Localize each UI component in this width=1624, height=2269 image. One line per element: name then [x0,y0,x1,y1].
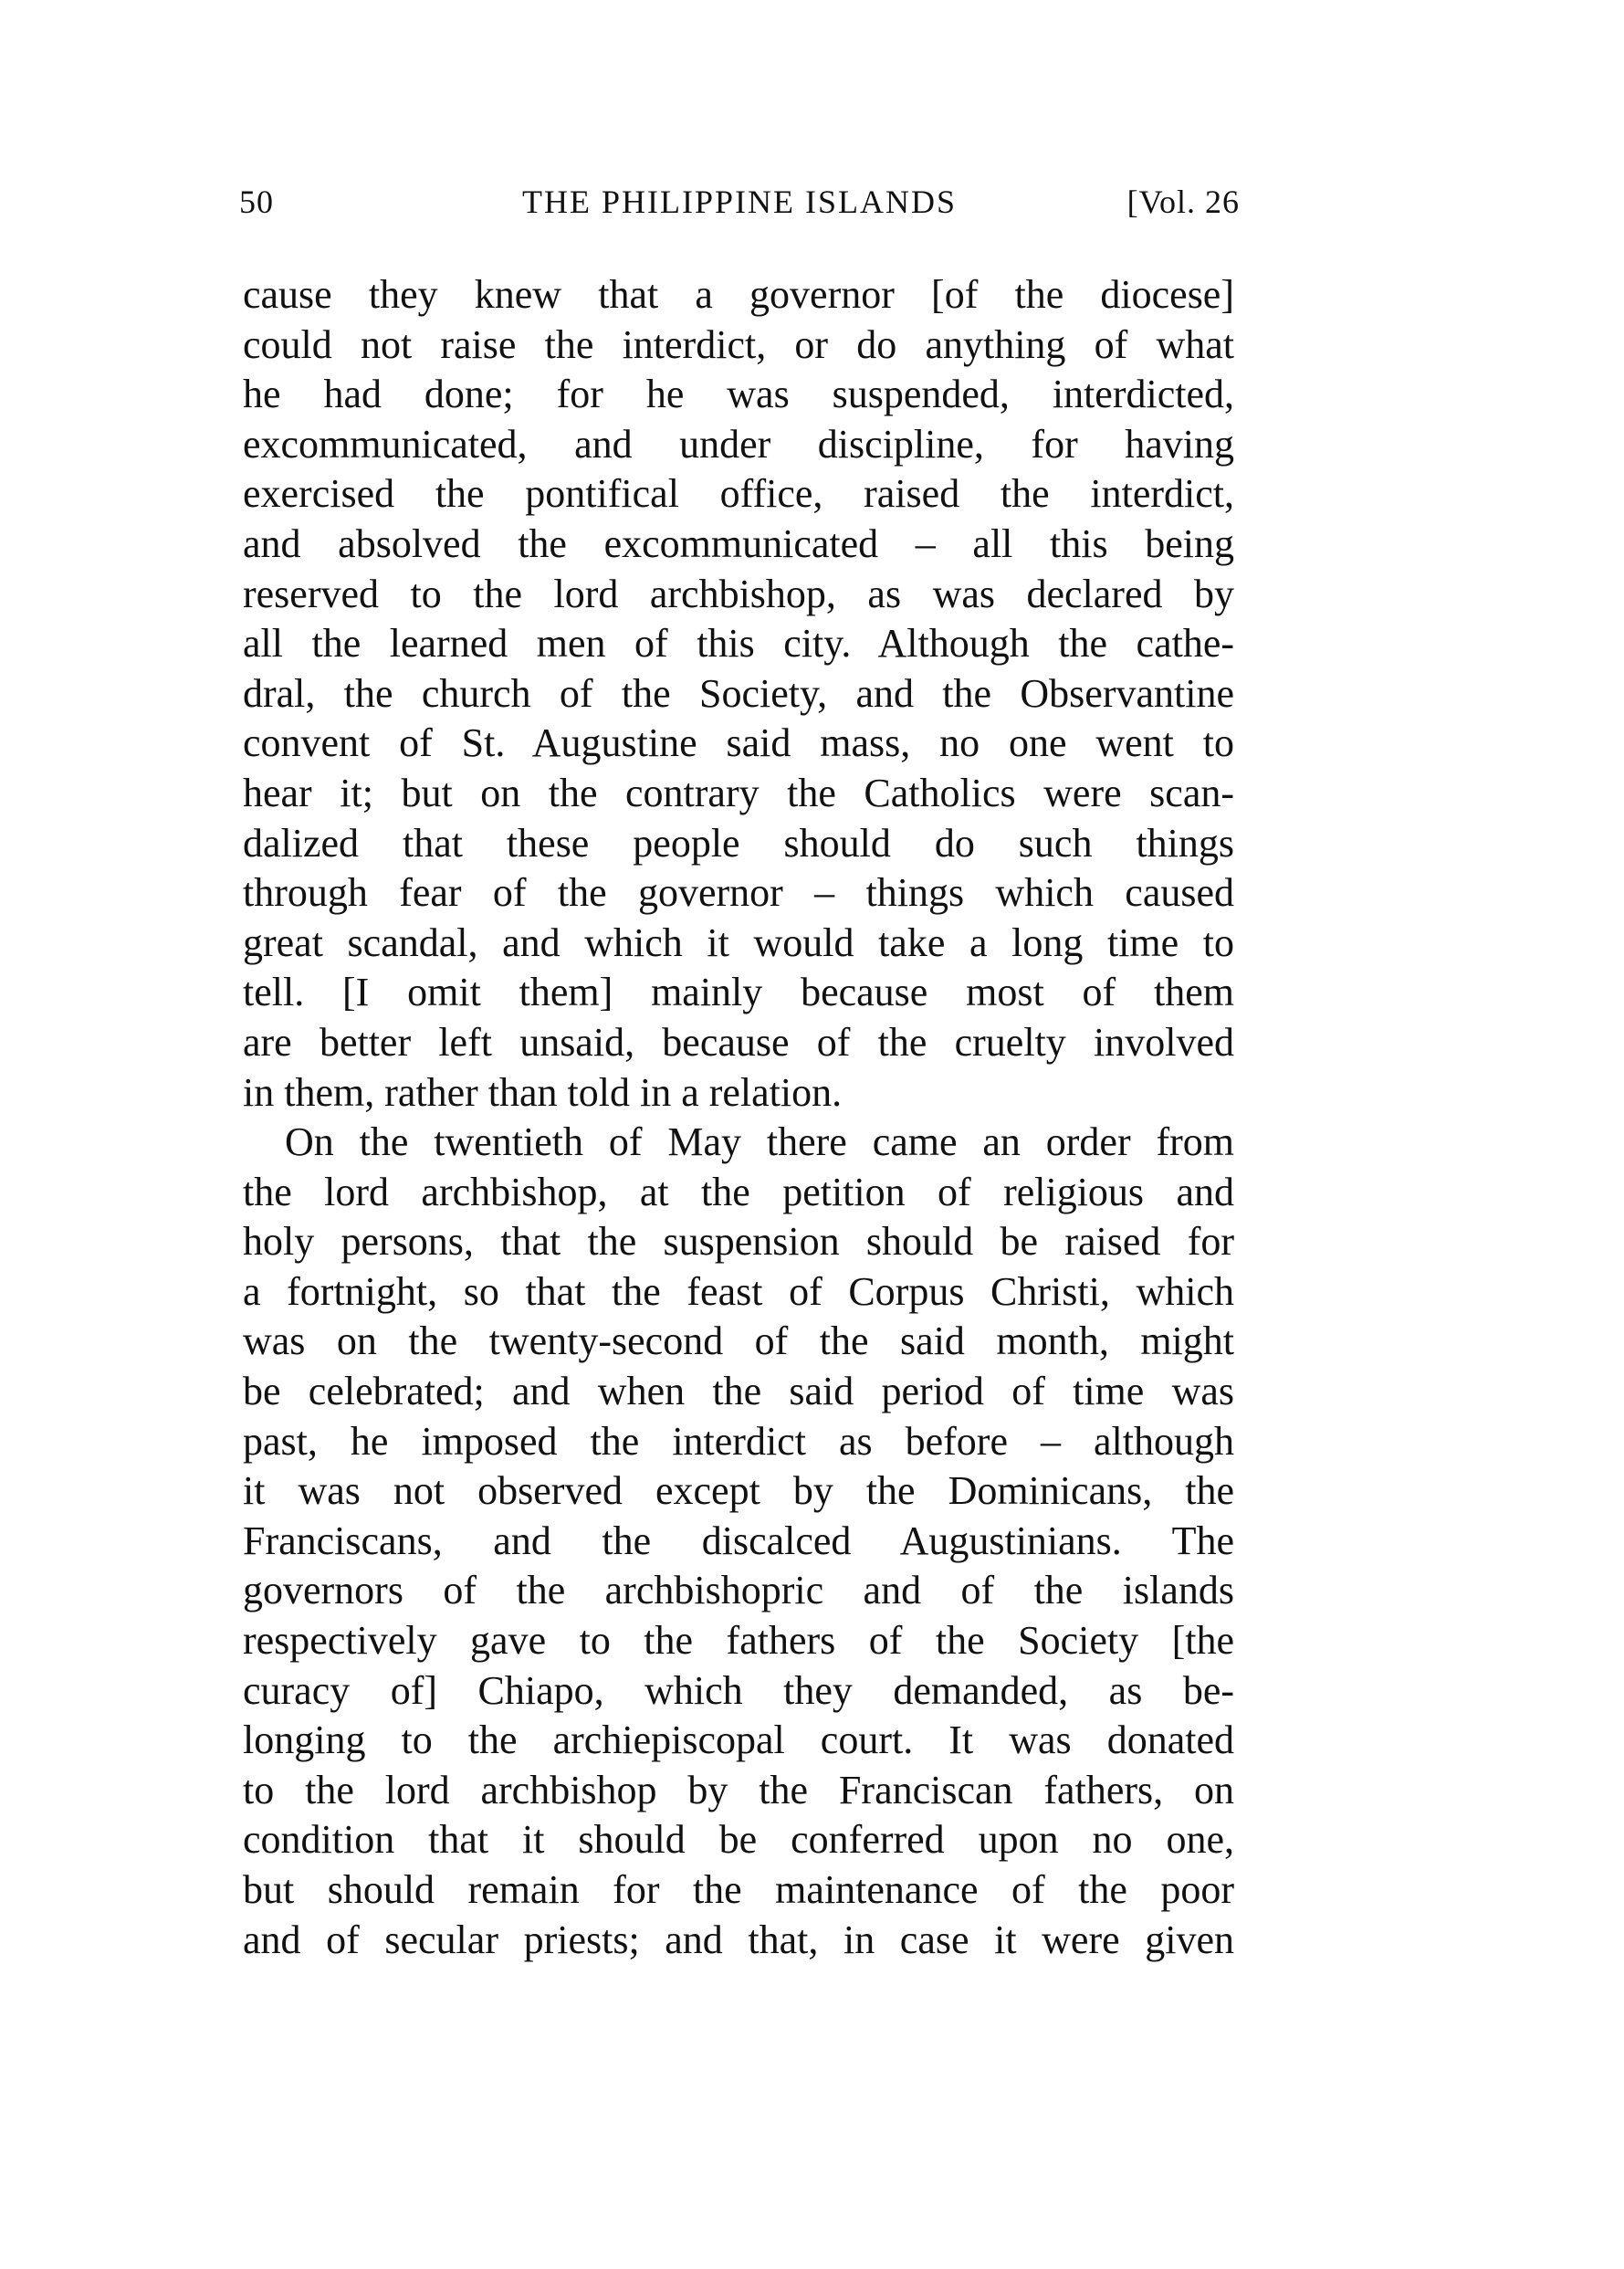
paragraph-2 [243,1118,1234,1965]
text-line: curacy of] Chiapo, which they demanded, as be- [243,1667,1234,1713]
text-line: exercised the pontifical office, raised the interdict, [243,471,1234,517]
text-line: Franciscans, and the discalced Augustinians. The [243,1518,1234,1563]
text-line: a fortnight, so that the feast of Corpus Christi, which [243,1268,1234,1314]
text-line: On the twentieth of May there came an order from [285,1119,1234,1165]
text-line: are better left unsaid, because of the cruelty involved [243,1019,1234,1065]
text-line: to the lord archbishop by the Franciscan fathers, on [243,1767,1234,1812]
text-line: holy persons, that the suspension should be raised for [243,1219,1234,1265]
text-line: cause they knew that a governor [of the diocese] [243,272,1234,317]
text-line: dalized that these people should do such things [243,820,1234,866]
running-title: THE PHILIPPINE ISLANDS [522,184,957,220]
paragraph-1 [243,270,1234,1118]
text-line: and absolved the excommunicated – all this being [243,520,1234,566]
text-line: reserved to the lord archbishop, as was declared by [243,571,1234,616]
text-line: past, he imposed the interdict as before – although [243,1418,1234,1464]
text-line: it was not observed except by the Dominicans, the [243,1468,1234,1514]
text-line: great scandal, and which it would take a long time to [243,919,1234,965]
text-line: tell. [I omit them] mainly because most of them [243,970,1234,1015]
text-line: excommunicated, and under discipline, for having [243,421,1234,467]
text-line: be celebrated; and when the said period of time was [243,1369,1234,1414]
text-line: condition that it should be conferred upon no one, [243,1817,1234,1863]
page-header [239,183,1240,237]
text-line: through fear of the governor – things which caused [243,870,1234,916]
text-line: was on the twenty-second of the said month, might [243,1318,1234,1364]
text-line: could not raise the interdict, or do anything of what [243,321,1234,367]
text-line: governors of the archbishopric and of the islands [243,1568,1234,1613]
text-line: he had done; for he was suspended, interdicted, [243,372,1234,417]
text-line: all the learned men of this city. Although the cathe- [243,621,1234,667]
text-line: in them, rather than told in a relation. [243,1069,843,1115]
text-line: and of secular priests; and that, in case it were given [243,1917,1234,1962]
body-text [243,270,1234,1965]
text-line: hear it; but on the contrary the Catholics were scan- [243,770,1234,815]
text-line: but should remain for the maintenance of the poor [243,1867,1234,1912]
text-line: dral, the church of the Society, and the Observantine [243,670,1234,716]
text-line: longing to the archiepiscopal court. It was donated [243,1718,1234,1763]
text-line: the lord archbishop, at the petition of religious and [243,1169,1234,1214]
text-line: respectively gave to the fathers of the Society [the [243,1618,1234,1664]
volume-label: [Vol. 26 [1126,184,1240,220]
page-number: 50 [239,184,274,220]
text-line: convent of St. Augustine said mass, no one went to [243,720,1234,766]
